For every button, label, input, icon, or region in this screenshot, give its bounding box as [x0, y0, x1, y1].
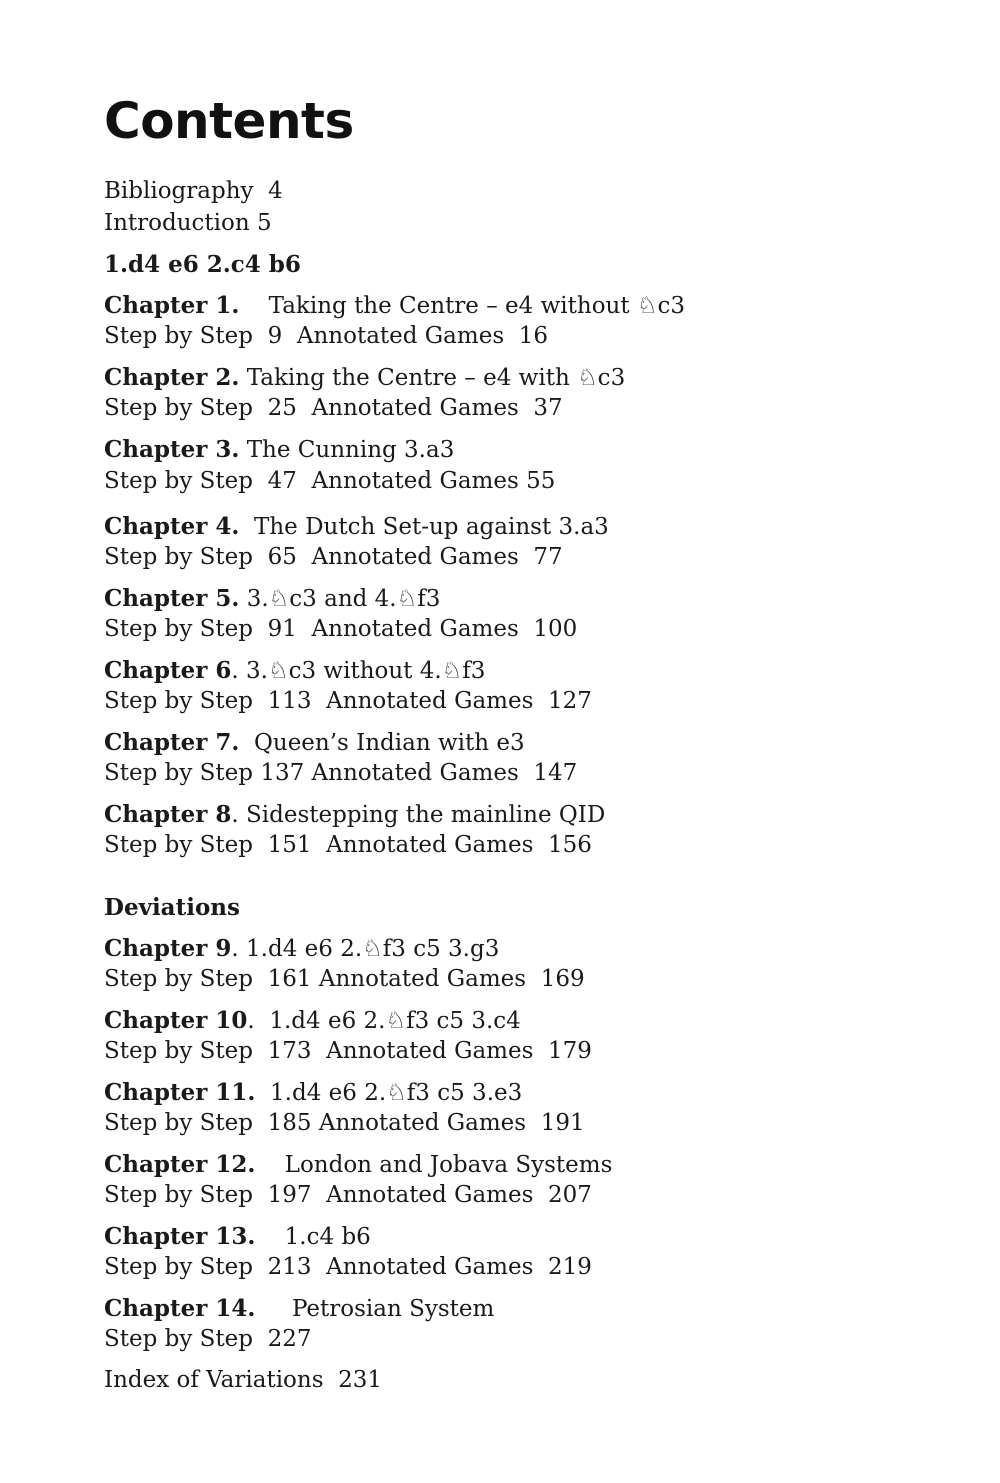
chapter-label: Chapter 3.: [104, 436, 240, 463]
chapter-title: Queen’s Indian with e3: [254, 730, 525, 756]
chapter-label: Chapter 10: [104, 1007, 248, 1034]
chapter-title-line: [104, 362, 625, 394]
chapter-label: Chapter 6: [104, 657, 232, 684]
chapter-title: . 1.d4 e6 2.♘f3 c5 3.g3: [231, 936, 500, 962]
chapter-title: 1.c4 b6: [284, 1224, 371, 1250]
chapter-label: Chapter 13.: [104, 1223, 256, 1250]
section-heading: Deviations: [104, 894, 240, 921]
chapter-label: Chapter 12.: [104, 1151, 256, 1178]
toc-entry-introduction: [104, 208, 272, 239]
chapter-label: Chapter 8: [104, 801, 232, 828]
toc-entry-page: 231: [338, 1367, 383, 1393]
chapter-label: Chapter 2.: [104, 364, 240, 391]
chapter-title: . 1.d4 e6 2.♘f3 c5 3.c4: [247, 1008, 521, 1034]
chapter-title: The Dutch Set-up against 3.a3: [254, 514, 609, 540]
chapter-detail: Step by Step 25 Annotated Games 37: [104, 395, 563, 421]
chapter-detail: Step by Step 151 Annotated Games 156: [104, 832, 592, 858]
chapter-label: Chapter 1.: [104, 292, 240, 319]
chapter-detail: Step by Step 9 Annotated Games 16: [104, 323, 549, 349]
chapter-label: Chapter 9: [104, 935, 232, 962]
chapter-title: 3.♘c3 and 4.♘f3: [246, 586, 441, 612]
chapter-detail: Step by Step 91 Annotated Games 100: [104, 616, 578, 642]
chapter-title-line: [104, 1221, 371, 1253]
chapter-title: . 3.♘c3 without 4.♘f3: [231, 658, 486, 684]
chapter-label: Chapter 14.: [104, 1295, 256, 1322]
chapter-title-line: [104, 1149, 612, 1181]
chapter-title-line: [104, 1077, 522, 1109]
chapter-title: Petrosian System: [291, 1296, 495, 1322]
toc-entry-bibliography: [104, 176, 283, 207]
toc-entry-index: [104, 1365, 382, 1396]
chapter-detail: Step by Step 137 Annotated Games 147: [104, 760, 578, 786]
chapter-title: 1.d4 e6 2.♘f3 c5 3.e3: [270, 1080, 523, 1106]
chapter-title-line: [104, 1293, 494, 1325]
chapter-title-line: [104, 511, 609, 543]
toc-entry-label: Bibliography: [104, 178, 254, 204]
chapter-title-line: [104, 434, 454, 466]
chapter-detail: Step by Step 185 Annotated Games 191: [104, 1110, 585, 1136]
chapter-label: Chapter 4.: [104, 513, 240, 540]
chapter-title: . Sidestepping the mainline QID: [231, 802, 606, 828]
chapter-detail: Step by Step 173 Annotated Games 179: [104, 1038, 592, 1064]
chapter-title: Taking the Centre – e4 with ♘c3: [246, 365, 626, 391]
chapter-detail: Step by Step 161 Annotated Games 169: [104, 966, 585, 992]
chapter-detail: Step by Step 113 Annotated Games 127: [104, 688, 592, 714]
chapter-title: The Cunning 3.a3: [246, 437, 455, 463]
chapter-title-line: [104, 1005, 521, 1037]
chapter-title-line: [104, 655, 485, 687]
chapter-title: London and Jobava Systems: [284, 1152, 613, 1178]
toc-entry-page: 4: [268, 178, 283, 204]
chapter-label: Chapter 7.: [104, 729, 240, 756]
chapter-title-line: [104, 727, 525, 759]
chapter-label: Chapter 5.: [104, 585, 240, 612]
chapter-title-line: [104, 799, 605, 831]
chapter-detail: Step by Step 65 Annotated Games 77: [104, 544, 563, 570]
toc-entry-label: Index of Variations: [104, 1367, 324, 1393]
chapter-detail: Step by Step 213 Annotated Games 219: [104, 1254, 592, 1280]
toc-entry-label: Introduction: [104, 210, 250, 236]
page-title: Contents: [104, 92, 354, 150]
chapter-title: Taking the Centre – e4 without ♘c3: [268, 293, 686, 319]
chapter-title-line: [104, 583, 440, 615]
chapter-label: Chapter 11.: [104, 1079, 256, 1106]
chapter-title-line: [104, 290, 685, 322]
chapter-detail: Step by Step 47 Annotated Games 55: [104, 468, 556, 494]
chapter-detail: Step by Step 227: [104, 1326, 312, 1352]
chapter-title-line: [104, 933, 499, 965]
section-heading: 1.d4 e6 2.c4 b6: [104, 251, 301, 278]
chapter-detail: Step by Step 197 Annotated Games 207: [104, 1182, 592, 1208]
toc-entry-page: 5: [256, 210, 272, 236]
